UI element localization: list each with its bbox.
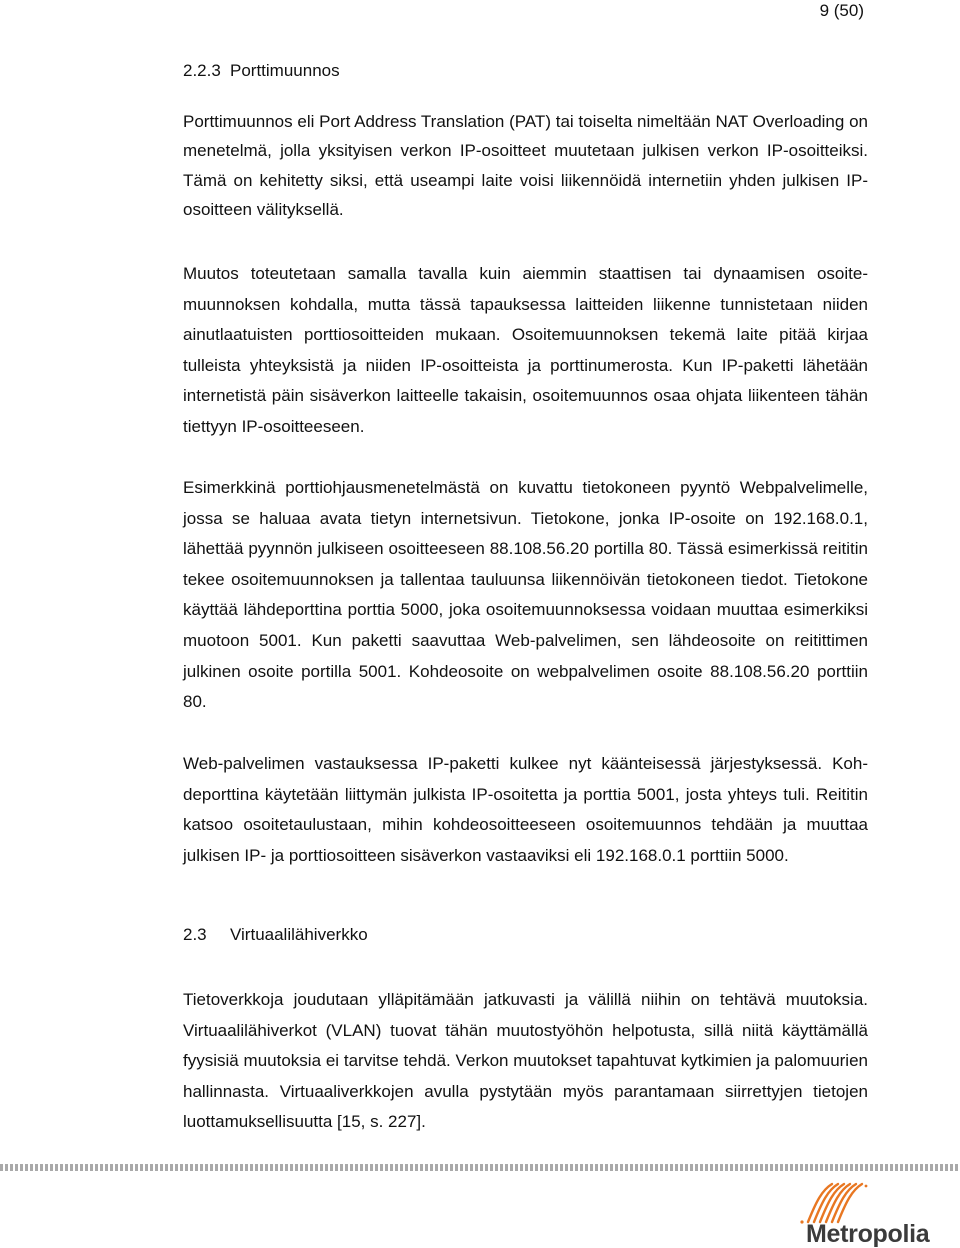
paragraph: Tietoverkkoja joudutaan ylläpitämään jatkuvasti ja välillä niihin on tehtävä muutoksia. Virtuaalilähiverkot (VLAN) tuovat tähän muutostyöhön helpotusta, sillä niitä käyttämällä fyysisiä muutoksia ei tarvitse tehdä. Verkon muutokset tapahtuvat kytkimien ja palomuurien hallinnasta. Virtuaaliverkkojen avulla pystytään myös parantamaan siirrettyjen tietojen luottamuksellisuutta [15, s. 227]. [183,990,868,1132]
section-number: 2.2.3 [183,61,221,80]
paragraph: Esimerkkinä porttiohjausmenetelmästä on kuvattu tietokoneen pyyntö Webpalvelimelle, jossa se haluaa avata tietyn internetsivun. Tietokone, jonka IP-osoite on 192.168.0.1, lähettää pyynnön julkiseen osoitteeseen 88.108.56.20 portilla 80. Tässä esimerkissä reititin tekee osoitemuunnoksen ja tallentaa tauluunsa liikennöivän tietokoneen tiedot. Tietokone käyttää lähdeporttina porttia 5000, joka osoitemuunnoksessa voidaan muuttaa esimerkiksi muotoon 5001. Kun paketti saavuttaa Web-palvelimen, sen lähdeosoite on reitittimen julkinen osoite portilla 5001. Kohdeosoite on webpalvelimen osoite 88.108.56.20 porttiin 80. [183,478,868,712]
section-heading-2-3 [183,924,368,946]
section-number: 2.3 [183,925,207,944]
section-heading-2-2-3 [183,60,340,82]
paragraph: Muutos toteutetaan samalla tavalla kuin aiemmin staattisen tai dynaamisen osoitemuunnoksen kohdalla, mutta tässä tapauksessa laitteiden liikenne tunnistetaan niiden ainutlaatuisten porttiosoitteiden mukaan. Osoitemuunnoksen tekemä laite pitää kirjaa tulleista yhteyksistä ja niiden IP-osoitteista ja porttinumerosta. Kun IP-paketti lähetään internetistä päin sisäverkon laitteelle takaisin, osoitemuunnos osaa ohjata liikenteen tähän tiettyyn IP-osoitteeseen. [183,264,868,436]
metropolia-logo-text: Metropolia [806,1220,930,1248]
footer-divider [0,1164,960,1171]
page-number: 9 (50) [819,1,864,20]
paragraph: Web-palvelimen vastauksessa IP-paketti kulkee nyt käänteisessä järjestyksessä. Kohdeporttina käytetään liittymän julkista IP-osoitetta ja porttia 5001, josta yhteys tuli. Reititin katsoo osoitetaulustaan, mihin kohdeosoitteeseen osoitemuunnos tehdään ja muuttaa julkisen IP- ja porttiosoitteen sisäverkon vastaaviksi eli 192.168.0.1 porttiin 5000. [183,754,868,865]
section-title: Virtuaalilähiverkko [230,925,368,944]
section-title: Porttimuunnos [230,61,340,80]
paragraph: Porttimuunnos eli Port Address Translation (PAT) tai toiselta nimeltään NAT Overloading on menetelmä, jolla yksityisen verkon IP-osoitteet muutetaan julkisen verkon IP-osoitteiksi. Tämä on kehitetty siksi, että useampi laite voisi liikennöidä internetiin yhden julkisen IP-osoitteen välityksellä. [183,112,868,219]
